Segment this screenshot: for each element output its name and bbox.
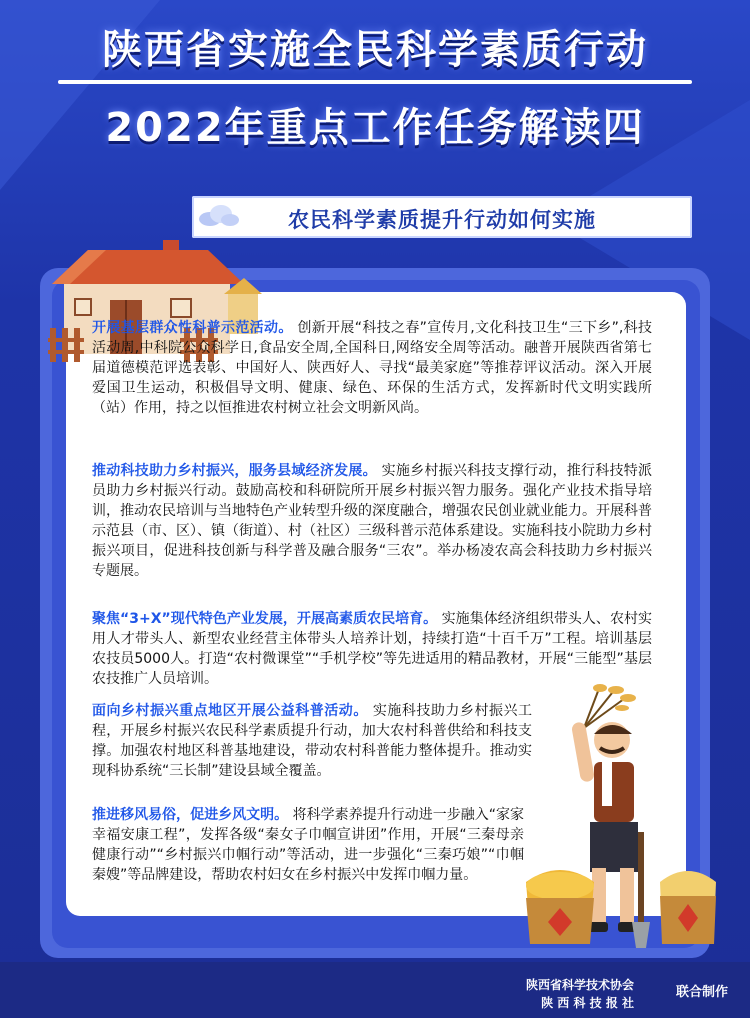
paragraph-3 (92, 609, 652, 689)
footer-credits (526, 976, 728, 1012)
page-title-line2: 2022年重点工作任务解读四 (105, 105, 645, 151)
paragraph-2-heading: 推动科技助力乡村振兴，服务县域经济发展。 (92, 463, 377, 479)
paragraph-5-body: 将科学素养提升行动进一步融入“家家幸福安康工程”，发挥各级“秦女子巾帼宣讲团”作用，开展“三秦母亲健康行动”“乡村振兴巾帼行动”等活动，进一步强化“三秦巧娘”“巾帼秦嫂”等品牌建设，帮助农村妇女在乡村振兴中发挥巾帼力量。 (92, 807, 525, 883)
paragraph-5 (92, 805, 524, 885)
section-banner-text: 农民科学素质提升行动如何实施 (288, 208, 596, 232)
section-banner (192, 196, 692, 238)
paragraph-3-body: 实施集体经济组织带头人、农村实用人才带头人、新型农业经营主体带头人培养计划，持续打造“十百千万”工程。培训基层农技员5000人。打造“农村微课堂”“手机学校”等先进适用的精品教材，开展“三能型”基层农技推广人员培训。 (92, 611, 652, 687)
paragraph-2-body: 实施乡村振兴科技支撑行动，推行科技特派员助力乡村振兴行动。鼓励高校和科研院所开展乡村振兴智力服务。强化产业技术指导培训，推动农民培训与当地特色产业转型升级的深度融合，增强农民创业就业能力。开展科普示范县（市、区）、镇（街道）、村（社区）三级科普示范体系建设。实施科技小院助力乡村振兴项目，促进科技创新与科学普及融合服务“三农”。举办杨凌农高会科技助力乡村振兴专题展。 (92, 463, 653, 579)
paragraph-3-heading: 聚焦“3+X”现代特色产业发展，开展高素质农民培育。 (92, 611, 438, 627)
paragraph-4-heading: 面向乡村振兴重点地区开展公益科普活动。 (92, 703, 368, 719)
paragraph-1 (92, 318, 652, 418)
paragraph-5-heading: 推进移风易俗，促进乡风文明。 (92, 807, 289, 823)
paragraph-1-body: 创新开展“科技之春”宣传月,文化科技卫生“三下乡”,科技活动周,中科院公众科学日,食品安全周,全国科日,网络安全周等活动。融普开展陕西省第七届道德模范评选表彰、中国好人、陕西好人、寻找“最美家庭”等推荐评议活动。深入开展爱国卫生运动，积极倡导文明、健康、绿色、环保的生活方式，发挥新时代文明实践所（站）作用，持之以恒推进农村树立社会文明新风尚。 (92, 320, 652, 416)
page-title-line1: 陕西省实施全民科学素质行动 (102, 27, 648, 73)
cloud-icon (196, 204, 240, 228)
footer-org-2: 陕 西 科 技 报 社 (541, 996, 634, 1010)
paragraph-4 (92, 701, 532, 781)
paragraph-2 (92, 461, 652, 581)
paragraph-4-body: 实施科技助力乡村振兴工程，开展乡村振兴农民科学素质提升行动，加大农村科普供给和科技支撑。加强农村地区科普基地建设，带动农村科普能力整体提升。推动实现科协系统“三长制”建设县域全覆盖。 (92, 703, 533, 779)
farmer-illustration (520, 682, 720, 958)
paragraph-1-heading: 开展基层群众性科普示范活动。 (92, 320, 293, 336)
footer-org-1: 陕西省科学技术协会 (525, 978, 634, 992)
footer-joint: 联合制作 (675, 985, 728, 1000)
title-divider (58, 80, 692, 84)
